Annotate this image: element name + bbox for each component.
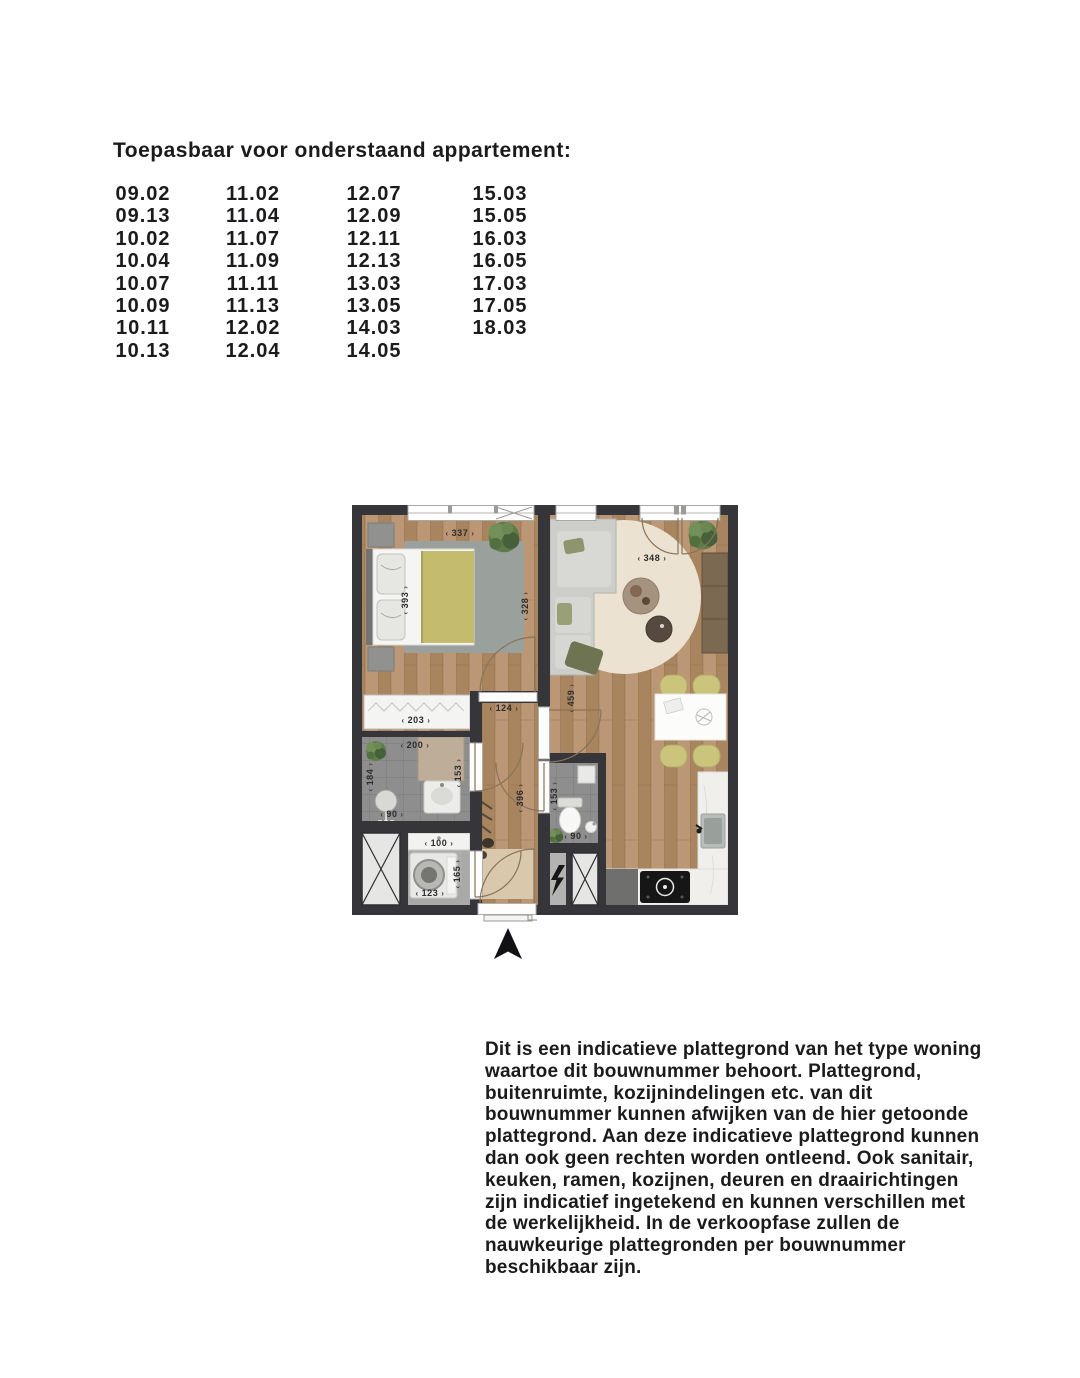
- plant-icon: [549, 829, 563, 843]
- apartment-number: 18.03: [472, 317, 528, 340]
- dim-shower-width: ‹ 90 ›: [380, 809, 404, 819]
- apartment-column-4: [465, 183, 535, 340]
- apartment-number: 11.04: [226, 205, 280, 228]
- plant-icon: [489, 522, 520, 553]
- apartment-number: 10.02: [115, 227, 171, 250]
- apartment-number: 12.04: [225, 339, 281, 362]
- entrance-step: [484, 915, 532, 921]
- nightstand: [368, 647, 394, 671]
- north-arrow-icon: [492, 927, 524, 961]
- dim-storage-shelf: ‹ 100 ›: [424, 838, 454, 848]
- dim-storage-width: ‹ 123 ›: [415, 888, 445, 898]
- apartment-column-3: [339, 183, 409, 362]
- apartment-number: 12.11: [347, 227, 401, 250]
- living-door-frame: [539, 707, 550, 759]
- apartment-number: 14.05: [346, 339, 402, 362]
- apartment-number: 10.11: [116, 317, 170, 340]
- apartment-number: 13.03: [346, 272, 402, 295]
- page-title: Toepasbaar voor onderstaand appartement:: [113, 139, 572, 162]
- dim-bed-length: ‹ 393 ›: [400, 585, 410, 615]
- dining-chair: [660, 745, 687, 767]
- apartment-number: 10.09: [115, 295, 171, 318]
- dim-living-depth: ‹ 459 ›: [566, 683, 576, 713]
- coffee-table: [623, 578, 659, 614]
- dim-bedroom-width: ‹ 337 ›: [445, 528, 475, 538]
- dim-wc-width: ‹ 90 ›: [564, 831, 588, 841]
- dim-storage-depth: ‹ 165 ›: [452, 859, 462, 889]
- apartment-number: 15.05: [472, 205, 528, 228]
- entrance-door-frame: [478, 904, 536, 915]
- apartment-number: 12.02: [225, 317, 281, 340]
- dining-chair: [693, 745, 720, 767]
- doormat: [482, 849, 534, 899]
- apartment-number: 10.04: [115, 250, 171, 273]
- apartment-number: 11.09: [226, 250, 280, 273]
- apartment-number: 10.13: [115, 339, 171, 362]
- bed-blanket: [422, 551, 474, 643]
- apartment-number: 13.05: [346, 295, 402, 318]
- dim-hall-width: ‹ 124 ›: [489, 703, 519, 713]
- plant-icon: [366, 741, 386, 761]
- dim-living-width: ‹ 348 ›: [637, 553, 667, 563]
- nightstand: [368, 523, 394, 547]
- dim-bathroom-depth: ‹ 184 ›: [365, 762, 375, 792]
- dim-bathroom-side: ‹ 153 ›: [453, 758, 463, 788]
- windows: [408, 506, 720, 521]
- apartment-column-2: [218, 183, 288, 362]
- apartment-number: 12.13: [346, 250, 402, 273]
- apartment-number: 12.07: [346, 183, 402, 205]
- plant-icon: [689, 521, 718, 550]
- apartment-number: 11.13: [226, 295, 280, 318]
- apartment-number: 12.09: [346, 205, 402, 228]
- apartment-number: 11.07: [226, 227, 280, 250]
- disclaimer-text: Dit is een indicatieve plattegrond van het type woning waartoe dit bouwnummer behoort. Plattegrond, buitenruimte, kozijnindelingen etc. van dit bouwnummer kunnen afwijken van de hier getoonde plattegrond. Aan deze indicatieve plattegrond kunnen dan ook geen rechten worden ontleend. Ook sanitair, keuken, ramen, kozijnen, deuren en draairichtingen zijn indicatief ingetekend en kunnen verschillen met de werkelijkheid. In de verkoopfase zullen de nauwkeurige plattegronden per bouwnummer beschikbaar zijn.: [485, 1039, 982, 1278]
- apartment-number: 17.05: [472, 295, 528, 318]
- apartment-number: 17.03: [472, 272, 528, 295]
- apartment-number: 11.11: [226, 272, 280, 295]
- apartment-number: 15.03: [472, 183, 528, 205]
- apartment-number: 16.05: [472, 250, 528, 273]
- dim-bedroom-depth: ‹ 328 ›: [520, 591, 530, 621]
- dim-bathroom-width: ‹ 200 ›: [400, 740, 430, 750]
- side-table: [646, 616, 672, 642]
- apartment-number: 14.03: [346, 317, 402, 340]
- sideboard: [702, 553, 728, 653]
- bathroom-door-frame: [470, 743, 483, 791]
- dim-wardrobe-width: ‹ 203 ›: [401, 715, 431, 725]
- apartment-number: 11.02: [226, 183, 280, 205]
- apartment-column-1: [108, 183, 178, 362]
- dining-table: [655, 694, 726, 740]
- toilet: [560, 807, 581, 833]
- apartment-number: 09.13: [115, 205, 171, 228]
- apartment-number: 09.02: [115, 183, 171, 205]
- apartment-number: 16.03: [472, 227, 528, 250]
- bedroom-door-frame: [479, 693, 537, 702]
- dim-wc-depth: ‹ 153 ›: [549, 781, 559, 811]
- floorplan: [352, 505, 738, 923]
- dim-hall-depth: ‹ 396 ›: [515, 783, 525, 813]
- apartment-number: 10.07: [115, 272, 171, 295]
